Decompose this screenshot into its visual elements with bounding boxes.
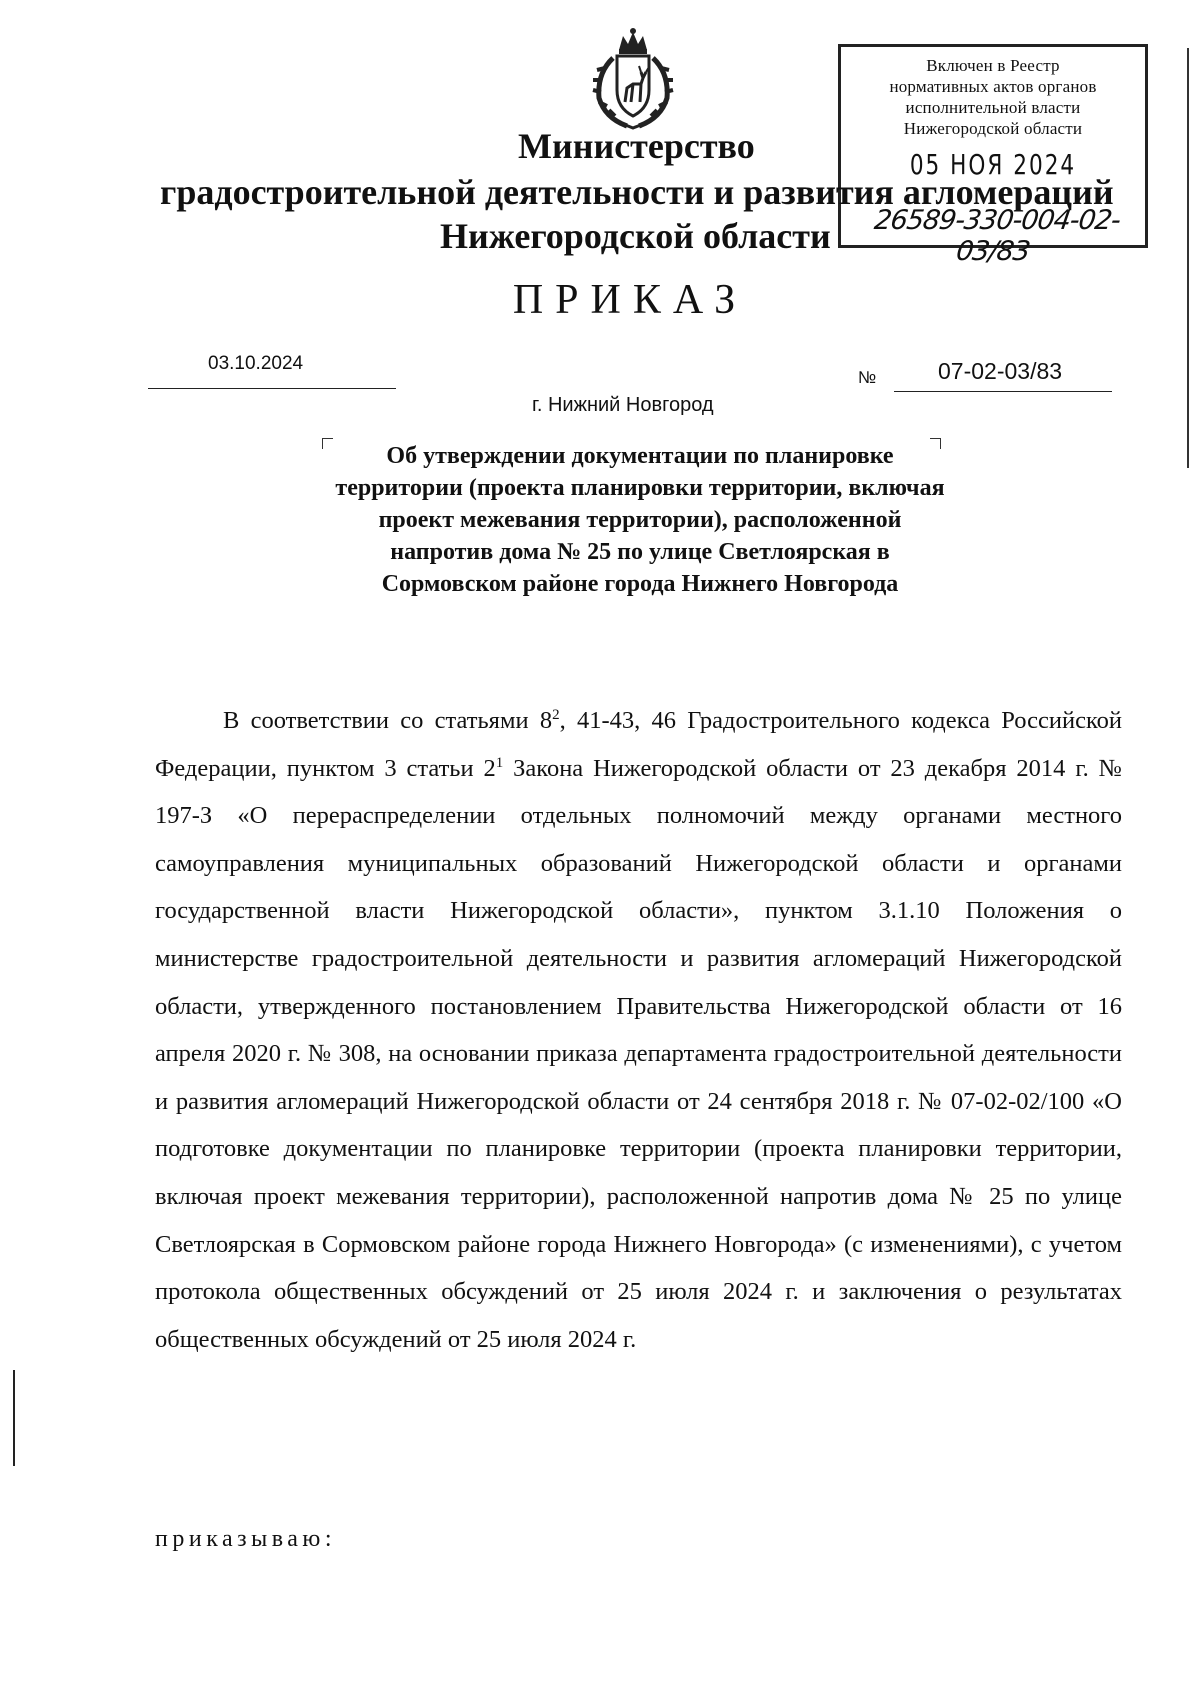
coat-of-arms-emblem: [583, 28, 683, 130]
ministry-name-line3: Нижегородской области: [440, 216, 831, 256]
order-directive: приказываю:: [155, 1526, 337, 1552]
superscript-2: 2: [552, 706, 560, 723]
ministry-name-line2: градостроительной деятельности и развития агломераций: [160, 172, 1114, 212]
number-underline: [894, 391, 1112, 392]
order-number-label: №: [858, 368, 877, 387]
preamble-part-2: , 41-43, 46 Градостроительного кодекса Российской Федерации, пунктом 3 статьи 2: [155, 707, 1122, 782]
order-place: г. Нижний Новгород: [532, 394, 714, 416]
order-subject: Об утверждении документации по планировке территории (проекта планировки территории, включая проект межевания территории), расположенной напротив дома № 25 по улице Светлоярская в Сормовском районе города Нижнего Новгорода: [335, 443, 945, 597]
order-date: 03.10.2024: [208, 353, 304, 374]
stamp-date: 05 НОЯ 2024: [909, 148, 1077, 182]
scan-margin-mark: [13, 1370, 15, 1466]
stamp-registry-number: 26589-330-004-02-03/83: [872, 205, 1122, 267]
document-type-title: ПРИКАЗ: [512, 277, 748, 323]
stamp-text: [841, 55, 1145, 139]
order-number: 07-02-03/83: [938, 358, 1063, 384]
date-underline: [148, 388, 396, 389]
preamble-paragraph: [155, 697, 1122, 1363]
superscript-1: 1: [495, 754, 504, 771]
preamble-part-3: Закона Нижегородской области от 23 декабря 2014 г. № 197-З «О перераспределении отдельных полномочий между органами местного самоуправления муниципальных образований Нижегородской области и органами государственной власти Нижегородской области», пунктом 3.1.10 Положения о министерстве градостроительной деятельности и развития агломераций Нижегородской области, утвержденного постановлением Правительства Нижегородской области от 16 апреля 2020 г. № 308, на основании приказа департамента градостроительной деятельности и развития агломераций Нижегородской области от 24 сентября 2018 г. № 07-02-02/100 «О подготовке документации по планировке территории (проекта планировки территории, включая проект межевания территории), расположенной напротив дома № 25 по улице Светлоярская в Сормовском районе города Нижнего Новгорода» (с изменениями), с учетом протокола общественных обсуждений от 25 июля 2024 г. и заключения о результатах общественных обсуждений от 25 июля 2024 г.: [155, 754, 1123, 1353]
scan-edge-mark: [1187, 48, 1189, 468]
stamp-line: нормативных актов органов: [889, 77, 1097, 96]
stamp-line: Включен в Реестр: [926, 56, 1060, 75]
preamble-part-1: В соответствии со статьями 8: [223, 707, 553, 734]
stamp-line: Нижегородской области: [903, 119, 1083, 138]
ministry-name-line1: Министерство: [518, 126, 755, 166]
stamp-line: исполнительной власти: [905, 98, 1081, 117]
registry-stamp: [838, 44, 1148, 267]
